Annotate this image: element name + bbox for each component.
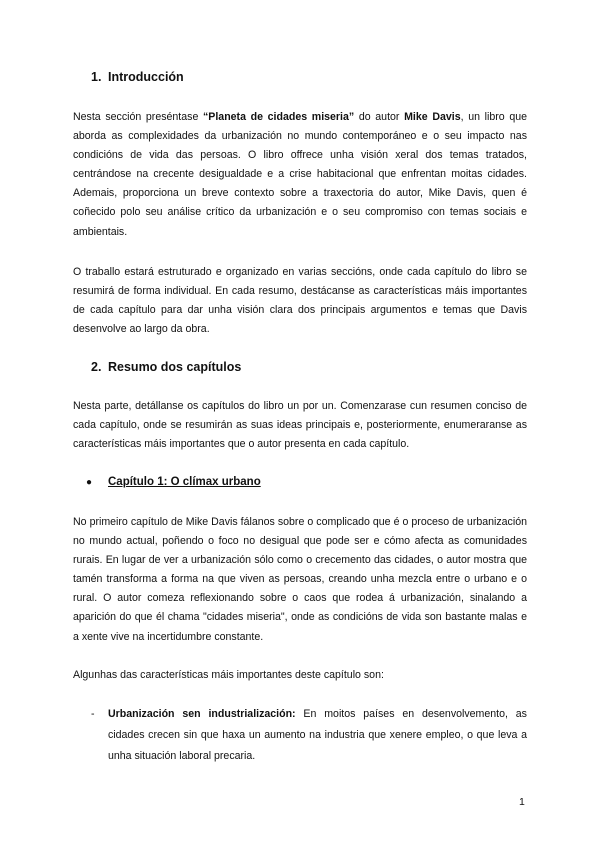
page-number: 1: [519, 796, 525, 808]
heading-title: Resumo dos capítulos: [108, 360, 242, 374]
list-item: [91, 704, 527, 767]
heading-resumo: [91, 360, 241, 374]
chapter-1-paragraph: No primeiro capítulo de Mike Davis fálanos sobre o complicado que é o proceso de urbanización no mundo actual, poñendo o foco no desigual que pode ser e cómo afecta as comunidades rurais. En lugar de ver a urbanización sólo como o crecemento das cidades, o autor mostra que tamén transforma a forma na que viven as persoas, creando unha mezcla entre o urbano e o rural. O autor comeza reflexionando sobre o caos que rodea á urbanización, sinalando a aparición do que él chama "cidades miseria", onde as condicións de vida son bastante malas e a xente vive na incertidumbre constante.: [73, 516, 527, 643]
list-item-term: Urbanización sen industrialización:: [108, 708, 296, 720]
intro-paragraph-1: Nesta sección preséntase “Planeta de cidades miseria” do autor Mike Davis, un libro que aborda as complexidades da urbanización no mundo contemporáneo e o seu impacto nas condicións de vida das persoas. O libro offrece unha visión xeral dos temas tratados, centrándose na crecente desigualdade e a crise habitacional que enfrentan moitas cidades. Ademais, proporciona un breve contexto sobre a traxectoria do autor, Mike Davis, quen é coñecido polo seu análise crítico da urbanización e o seu compromiso con temas sociais e ambientais.: [73, 111, 527, 238]
chapter-1-title: Capítulo 1: O clímax urbano: [108, 476, 261, 488]
heading-number: 1.: [91, 70, 102, 84]
list-item-text: En moitos países en desenvolvemento, as cidades crecen sin que haxa un aumento na industria que xenere empleo, o que leva a unha situación laboral precaria.: [108, 708, 527, 762]
dash-marker: -: [91, 708, 95, 720]
author-name: Mike Davis: [404, 111, 461, 123]
resumo-paragraph: Nesta parte, detállanse os capítulos do libro un por un. Comenzarase cun resumen conciso de cada capítulo, onde se resumirán as suas ideas principais e, posteriormente, enumeraranse as características máis importantes que o autor presenta en cada capítulo.: [73, 400, 527, 451]
intro-paragraph-2: O traballo estará estruturado e organizado en varias seccións, onde cada capítulo do libro se resumirá de forma individual. En cada resumo, destácanse as características máis importantes de cada capítulo para dar unha visión clara dos principais argumentos e temas que Davis desenvolve ao largo da obra.: [73, 266, 527, 336]
chapter-1-heading: [86, 476, 261, 488]
heading-number: 2.: [91, 360, 102, 374]
book-title: “Planeta de cidades miseria”: [203, 111, 355, 123]
heading-introduccion: [91, 70, 184, 84]
heading-title: Introducción: [108, 70, 184, 84]
chapter-1-characteristics-intro: Algunhas das características máis importantes deste capítulo son:: [73, 669, 384, 681]
bullet-icon: ●: [86, 477, 93, 488]
